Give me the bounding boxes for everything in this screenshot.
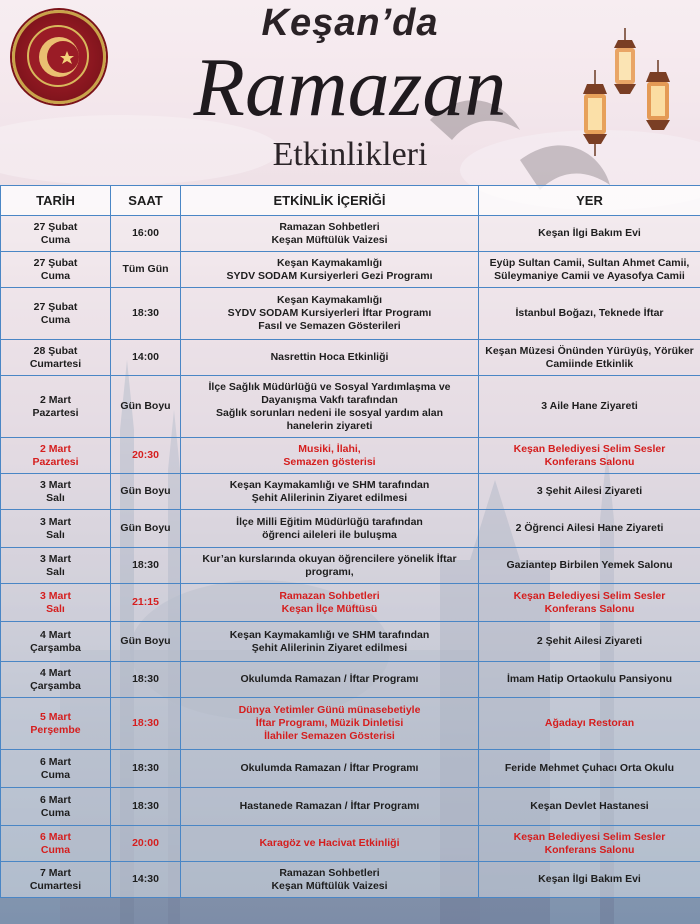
cell-date: 3 Mart Salı: [1, 548, 111, 584]
cell-place: Keşan Müzesi Önünden Yürüyüş, Yörüker Camiinde Etkinlik: [479, 340, 700, 376]
cell-content: Musiki, İlahi, Semazen gösterisi: [181, 438, 479, 474]
table-row: [1, 548, 700, 584]
table-row: [1, 826, 700, 862]
cell-date: 3 Mart Salı: [1, 584, 111, 622]
cell-place: 2 Öğrenci Ailesi Hane Ziyareti: [479, 510, 700, 548]
cell-place: 3 Şehit Ailesi Ziyareti: [479, 474, 700, 510]
column-header-time: SAAT: [111, 186, 181, 216]
table-row: [1, 376, 700, 438]
cell-place: Keşan İlgi Bakım Evi: [479, 216, 700, 252]
cell-date: 7 Mart Cumartesi: [1, 862, 111, 898]
cell-time: Gün Boyu: [111, 622, 181, 662]
cell-time: Tüm Gün: [111, 252, 181, 288]
cell-content: Keşan Kaymakamlığı ve SHM tarafından Şehit Alilerinin Ziyaret edilmesi: [181, 622, 479, 662]
table-row: [1, 698, 700, 750]
cell-content: Dünya Yetimler Günü münasebetiyle İftar Programı, Müzik Dinletisi İlahiler Semazen Gösterisi: [181, 698, 479, 750]
table-body: [1, 216, 700, 898]
title-kesanda: Keşan’da: [261, 2, 439, 44]
cell-content: Keşan Kaymakamlığı ve SHM tarafından Şehit Alilerinin Ziyaret edilmesi: [181, 474, 479, 510]
cell-date: 2 Mart Pazartesi: [1, 438, 111, 474]
cell-date: 28 Şubat Cumartesi: [1, 340, 111, 376]
cell-time: 18:30: [111, 548, 181, 584]
cell-date: 6 Mart Cuma: [1, 826, 111, 862]
column-header-content: ETKİNLİK İÇERİĞİ: [181, 186, 479, 216]
cell-time: 20:30: [111, 438, 181, 474]
cell-place: Eyüp Sultan Camii, Sultan Ahmet Camii, Süleymaniye Camii ve Ayasofya Camii: [479, 252, 700, 288]
cell-date: 3 Mart Salı: [1, 474, 111, 510]
cell-time: 18:30: [111, 788, 181, 826]
cell-content: İlçe Milli Eğitim Müdürlüğü tarafından öğrenci aileleri ile buluşma: [181, 510, 479, 548]
cell-content: Karagöz ve Hacivat Etkinliği: [181, 826, 479, 862]
cell-date: 6 Mart Cuma: [1, 750, 111, 788]
cell-time: Gün Boyu: [111, 376, 181, 438]
cell-time: 14:30: [111, 862, 181, 898]
cell-content: Hastanede Ramazan / İftar Programı: [181, 788, 479, 826]
table-row: [1, 216, 700, 252]
cell-time: 16:00: [111, 216, 181, 252]
title-etkinlikleri: Etkinlikleri: [272, 136, 428, 173]
cell-place: İstanbul Boğazı, Teknede İftar: [479, 288, 700, 340]
cell-place: Ağadayı Restoran: [479, 698, 700, 750]
cell-time: 20:00: [111, 826, 181, 862]
cell-place: Gaziantep Birbilen Yemek Salonu: [479, 548, 700, 584]
cell-date: 27 Şubat Cuma: [1, 252, 111, 288]
cell-time: Gün Boyu: [111, 474, 181, 510]
cell-place: Keşan Devlet Hastanesi: [479, 788, 700, 826]
table-row: [1, 288, 700, 340]
cell-date: 3 Mart Salı: [1, 510, 111, 548]
cell-content: Nasrettin Hoca Etkinliği: [181, 340, 479, 376]
table-row: [1, 662, 700, 698]
cell-content: Okulumda Ramazan / İftar Programı: [181, 750, 479, 788]
table-row: [1, 622, 700, 662]
cell-time: 18:30: [111, 750, 181, 788]
table-row: [1, 340, 700, 376]
cell-place: Keşan İlgi Bakım Evi: [479, 862, 700, 898]
table-row: [1, 252, 700, 288]
table-row: [1, 438, 700, 474]
poster-header: [0, 0, 700, 185]
cell-date: 2 Mart Pazartesi: [1, 376, 111, 438]
table-row: [1, 750, 700, 788]
cell-content: Ramazan Sohbetleri Keşan İlçe Müftüsü: [181, 584, 479, 622]
cell-date: 6 Mart Cuma: [1, 788, 111, 826]
cell-place: İmam Hatip Ortaokulu Pansiyonu: [479, 662, 700, 698]
table-row: [1, 788, 700, 826]
cell-place: Feride Mehmet Çuhacı Orta Okulu: [479, 750, 700, 788]
cell-date: 4 Mart Çarşamba: [1, 662, 111, 698]
cell-place: Keşan Belediyesi Selim Sesler Konferans Salonu: [479, 438, 700, 474]
table-row: [1, 584, 700, 622]
cell-time: 14:00: [111, 340, 181, 376]
cell-place: Keşan Belediyesi Selim Sesler Konferans Salonu: [479, 826, 700, 862]
cell-content: Ramazan Sohbetleri Keşan Müftülük Vaizesi: [181, 862, 479, 898]
table-row: [1, 862, 700, 898]
cell-content: Keşan Kaymakamlığı SYDV SODAM Kursiyerleri Gezi Programı: [181, 252, 479, 288]
table-row: [1, 474, 700, 510]
cell-date: 4 Mart Çarşamba: [1, 622, 111, 662]
cell-time: 18:30: [111, 698, 181, 750]
column-header-date: TARİH: [1, 186, 111, 216]
table-row: [1, 510, 700, 548]
cell-content: Ramazan Sohbetleri Keşan Müftülük Vaizesi: [181, 216, 479, 252]
cell-content: Okulumda Ramazan / İftar Programı: [181, 662, 479, 698]
table-header-row: [1, 186, 700, 216]
cell-date: 27 Şubat Cuma: [1, 216, 111, 252]
cell-content: Keşan Kaymakamlığı SYDV SODAM Kursiyerleri İftar Programı Fasıl ve Semazen Gösterileri: [181, 288, 479, 340]
cell-time: 18:30: [111, 662, 181, 698]
cell-date: 27 Şubat Cuma: [1, 288, 111, 340]
cell-place: 3 Aile Hane Ziyareti: [479, 376, 700, 438]
cell-time: 21:15: [111, 584, 181, 622]
cell-time: 18:30: [111, 288, 181, 340]
title-ramazan: Ramazan: [193, 41, 507, 134]
cell-time: Gün Boyu: [111, 510, 181, 548]
cell-place: 2 Şehit Ailesi Ziyareti: [479, 622, 700, 662]
cell-content: İlçe Sağlık Müdürlüğü ve Sosyal Yardımlaşma ve Dayanışma Vakfı tarafından Sağlık sorunları nedeni ile sosyal yardım alan hanelerin ziyareti: [181, 376, 479, 438]
cell-content: Kur’an kurslarında okuyan öğrencilere yönelik İftar programı,: [181, 548, 479, 584]
cell-date: 5 Mart Perşembe: [1, 698, 111, 750]
cell-place: Keşan Belediyesi Selim Sesler Konferans Salonu: [479, 584, 700, 622]
column-header-place: YER: [479, 186, 700, 216]
event-schedule-table: [0, 185, 700, 898]
